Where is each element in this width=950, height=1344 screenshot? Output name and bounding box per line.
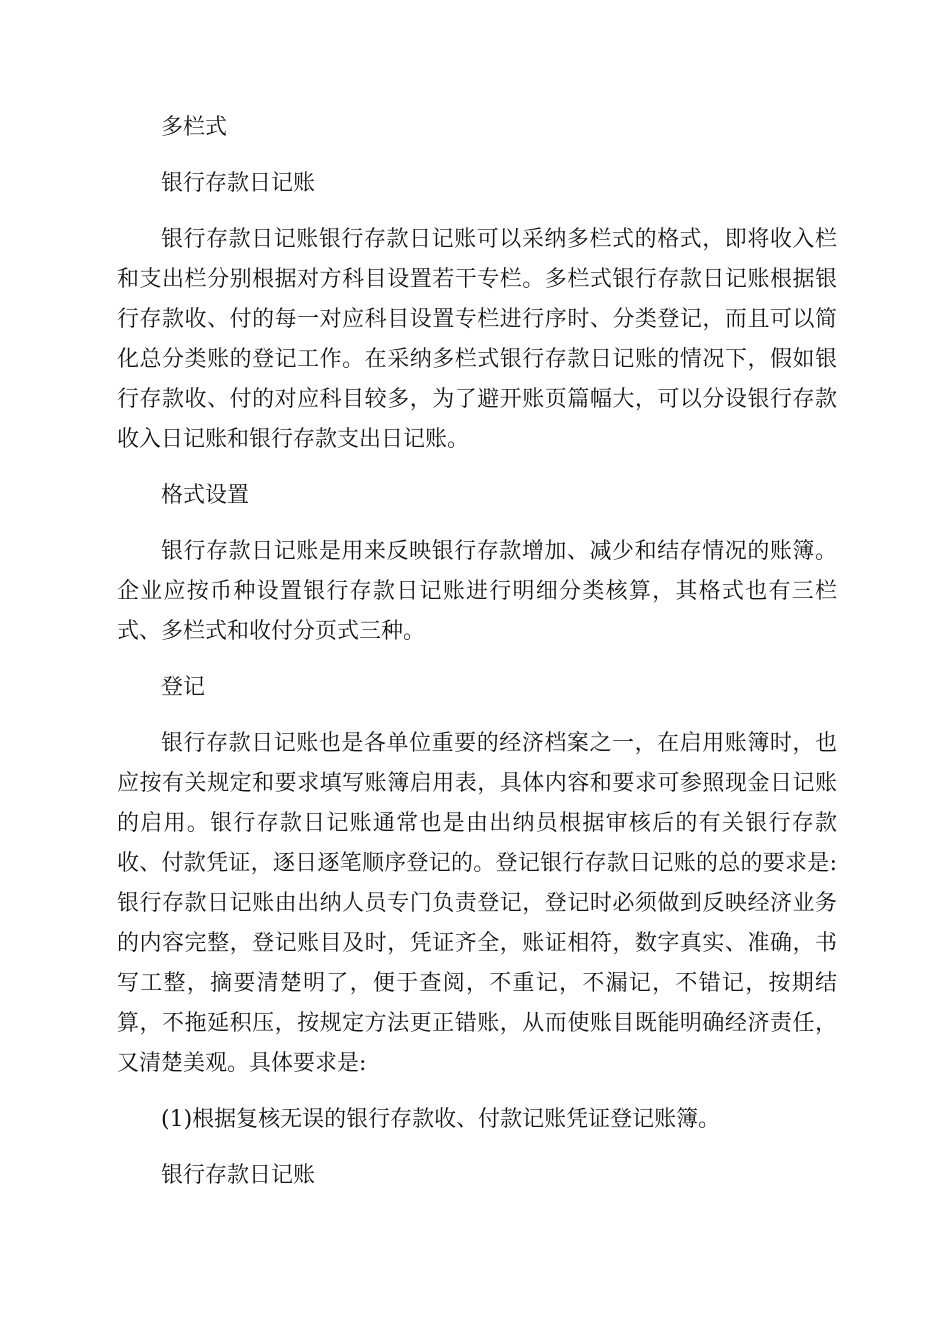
section-heading: 多栏式 xyxy=(161,115,228,140)
section-heading: 银行存款日记账 xyxy=(161,1163,316,1188)
body-paragraph: (1)根据复核无误的银行存款收、付款记账凭证登记账簿。 xyxy=(161,1107,721,1132)
document-page xyxy=(117,108,837,1212)
section-heading: 格式设置 xyxy=(161,483,250,508)
section-heading: 银行存款日记账 xyxy=(161,171,316,196)
body-paragraph: 银行存款日记账是用来反映银行存款增加、减少和结存情况的账簿。企业应按币种设置银行存款日记账进行明细分类核算，其格式也有三栏式、多栏式和收付分页式三种。 xyxy=(117,539,837,644)
body-paragraph: 银行存款日记账也是各单位重要的经济档案之一，在启用账簿时，也应按有关规定和要求填写账簿启用表，具体内容和要求可参照现金日记账的启用。银行存款日记账通常也是由出纳员根据审核后的有关银行存款收、付款凭证，逐日逐笔顺序登记的。登记银行存款日记账的总的要求是:银行存款日记账由出纳人员专门负责登记，登记时必须做到反映经济业务的内容完整，登记账目及时，凭证齐全，账证相符，数字真实、准确，书写工整，摘要清楚明了，便于查阅，不重记，不漏记，不错记，按期结算，不拖延积压，按规定方法更正错账，从而使账目既能明确经济责任，又清楚美观。具体要求是: xyxy=(117,731,837,1076)
section-heading: 登记 xyxy=(161,675,206,700)
body-paragraph: 银行存款日记账银行存款日记账可以采纳多栏式的格式，即将收入栏和支出栏分别根据对方科目设置若干专栏。多栏式银行存款日记账根据银行存款收、付的每一对应科目设置专栏进行序时、分类登记，而且可以简化总分类账的登记工作。在采纳多栏式银行存款日记账的情况下，假如银行存款收、付的对应科目较多，为了避开账页篇幅大，可以分设银行存款收入日记账和银行存款支出日记账。 xyxy=(117,227,837,452)
